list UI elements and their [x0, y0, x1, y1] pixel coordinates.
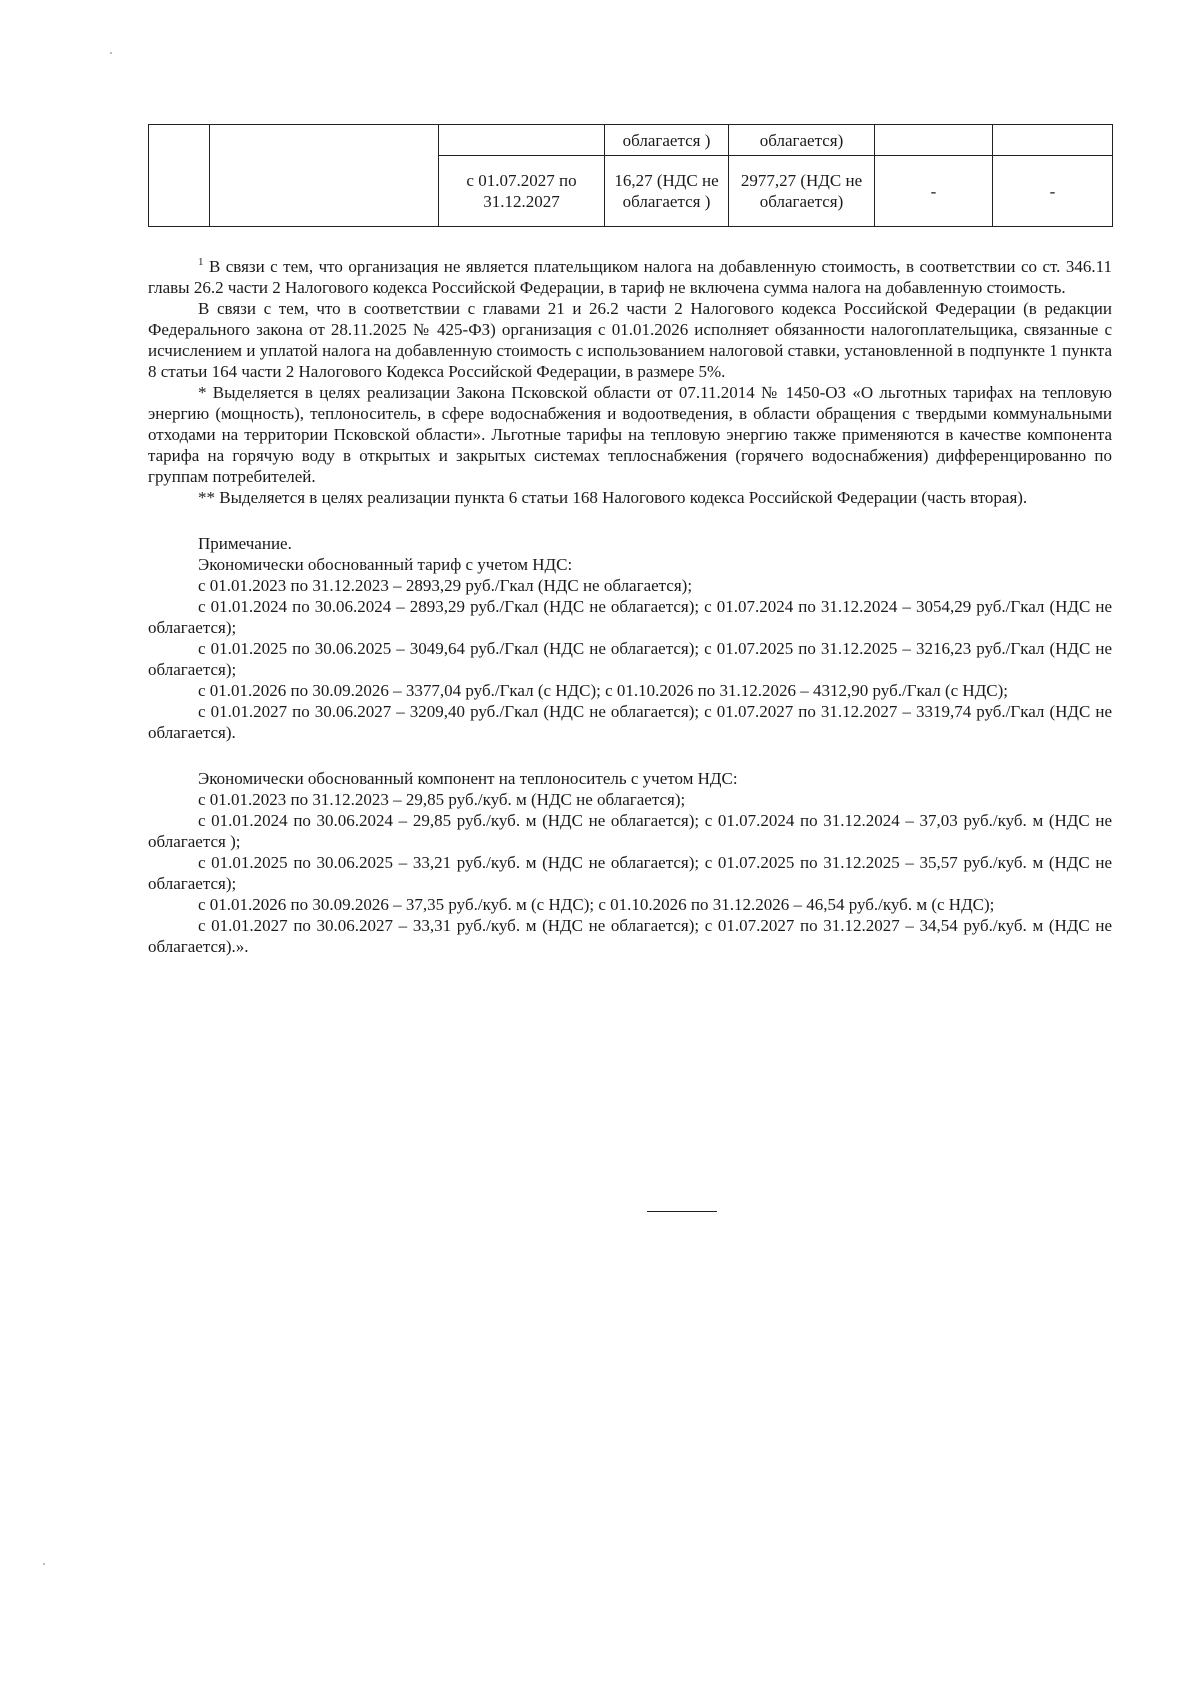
tariff-note-title: Экономически обоснованный тариф с учетом НДС:: [198, 555, 573, 574]
footnotes-block: [148, 256, 1112, 957]
component-note-line: с 01.01.2026 по 30.09.2026 – 37,35 руб./куб. м (с НДС); с 01.10.2026 по 31.12.2026 – 46,54 руб./куб. м (с НДС);: [198, 895, 995, 914]
table-row: [149, 125, 1113, 156]
footnote-1-mark: 1: [198, 256, 204, 268]
component-note-line: с 01.01.2024 по 30.06.2024 – 29,85 руб./куб. м (НДС не облагается); с 01.07.2024 по 31.12.2024 – 37,03 руб./куб. м (НДС не облагается );: [148, 811, 1112, 851]
table-cell-period: с 01.07.2027 по 31.12.2027: [439, 156, 605, 227]
tariff-note-line: с 01.01.2024 по 30.06.2024 – 2893,29 руб./Гкал (НДС не облагается); с 01.07.2024 по 31.12.2024 – 3054,29 руб./Гкал (НДС не облагается);: [148, 597, 1112, 637]
footnote-1-text: В связи с тем, что организация не является плательщиком налога на добавленную стоимость, в соответствии со ст. 346.11 главы 26.2 части 2 Налогового кодекса Российской Федерации, в тариф не включена сумма налога на добавленную стоимость.: [148, 257, 1112, 297]
scan-speck: [110, 52, 112, 54]
footnote-1-continuation: В связи с тем, что в соответствии с главами 21 и 26.2 части 2 Налогового кодекса Российской Федерации (в редакции Федерального закона от 28.11.2025 № 425-ФЗ) организация с 01.01.2026 исполняет обязанности налогоплательщика, связанные с исчислением и уплатой налога на добавленную стоимость с использованием налоговой ставки, установленной в подпункте 1 пункта 8 статьи 164 части 2 Налогового Кодекса Российской Федерации, в размере 5%.: [148, 299, 1112, 381]
table-cell-col5: [875, 125, 993, 156]
table-cell-col6: -: [993, 156, 1113, 227]
footnote-star: * Выделяется в целях реализации Закона Псковской области от 07.11.2014 № 1450-ОЗ «О льготных тарифах на тепловую энергию (мощность), теплоноситель, в сфере водоснабжения и водоотведения, в области обращения с твердыми коммунальными отходами на территории Псковской области». Льготные тарифы на тепловую энергию также применяются в качестве компонента тарифа на горячую воду в открытых и закрытых системах теплоснабжения (горячего водоснабжения) дифференцированно по группам потребителей.: [148, 383, 1112, 486]
table-cell-col5: -: [875, 156, 993, 227]
component-note-line: с 01.01.2023 по 31.12.2023 – 29,85 руб./куб. м (НДС не облагается);: [198, 790, 686, 809]
component-note-title: Экономически обоснованный компонент на теплоноситель с учетом НДС:: [198, 769, 738, 788]
scan-speck: [43, 1563, 45, 1565]
tariff-table: [148, 124, 1113, 227]
footnote-double-star: ** Выделяется в целях реализации пункта 6 статьи 168 Налогового кодекса Российской Федерации (часть вторая).: [198, 488, 1028, 507]
table-cell-number: [149, 125, 210, 227]
table-cell-component: облагается): [729, 125, 875, 156]
footnote-1: [148, 256, 1112, 298]
table-cell-component: 2977,27 (НДС не облагается): [729, 156, 875, 227]
component-note-line: с 01.01.2027 по 30.06.2027 – 33,31 руб./куб. м (НДС не облагается); с 01.07.2027 по 31.12.2027 – 34,54 руб./куб. м (НДС не облагается).».: [148, 916, 1112, 956]
table-cell-tariff: 16,27 (НДС не облагается ): [605, 156, 729, 227]
tariff-note-line: с 01.01.2027 по 30.06.2027 – 3209,40 руб./Гкал (НДС не облагается); с 01.07.2027 по 31.12.2027 – 3319,74 руб./Гкал (НДС не облагается).: [148, 702, 1112, 742]
table-cell-tariff: облагается ): [605, 125, 729, 156]
tariff-note-line: с 01.01.2023 по 31.12.2023 – 2893,29 руб./Гкал (НДС не облагается);: [198, 576, 693, 595]
component-note-line: с 01.01.2025 по 30.06.2025 – 33,21 руб./куб. м (НДС не облагается); с 01.07.2025 по 31.12.2025 – 35,57 руб./куб. м (НДС не облагается);: [148, 853, 1112, 893]
tariff-note-line: с 01.01.2026 по 30.09.2026 – 3377,04 руб./Гкал (с НДС); с 01.10.2026 по 31.12.2026 – 4312,90 руб./Гкал (с НДС);: [198, 681, 1009, 700]
tariff-note-line: с 01.01.2025 по 30.06.2025 – 3049,64 руб./Гкал (НДС не облагается); с 01.07.2025 по 31.12.2025 – 3216,23 руб./Гкал (НДС не облагается);: [148, 639, 1112, 679]
note-heading: Примечание.: [198, 534, 292, 553]
table-cell-col6: [993, 125, 1113, 156]
table-cell-name: [210, 125, 439, 227]
closing-rule: [647, 1211, 717, 1212]
table-cell-period: [439, 125, 605, 156]
